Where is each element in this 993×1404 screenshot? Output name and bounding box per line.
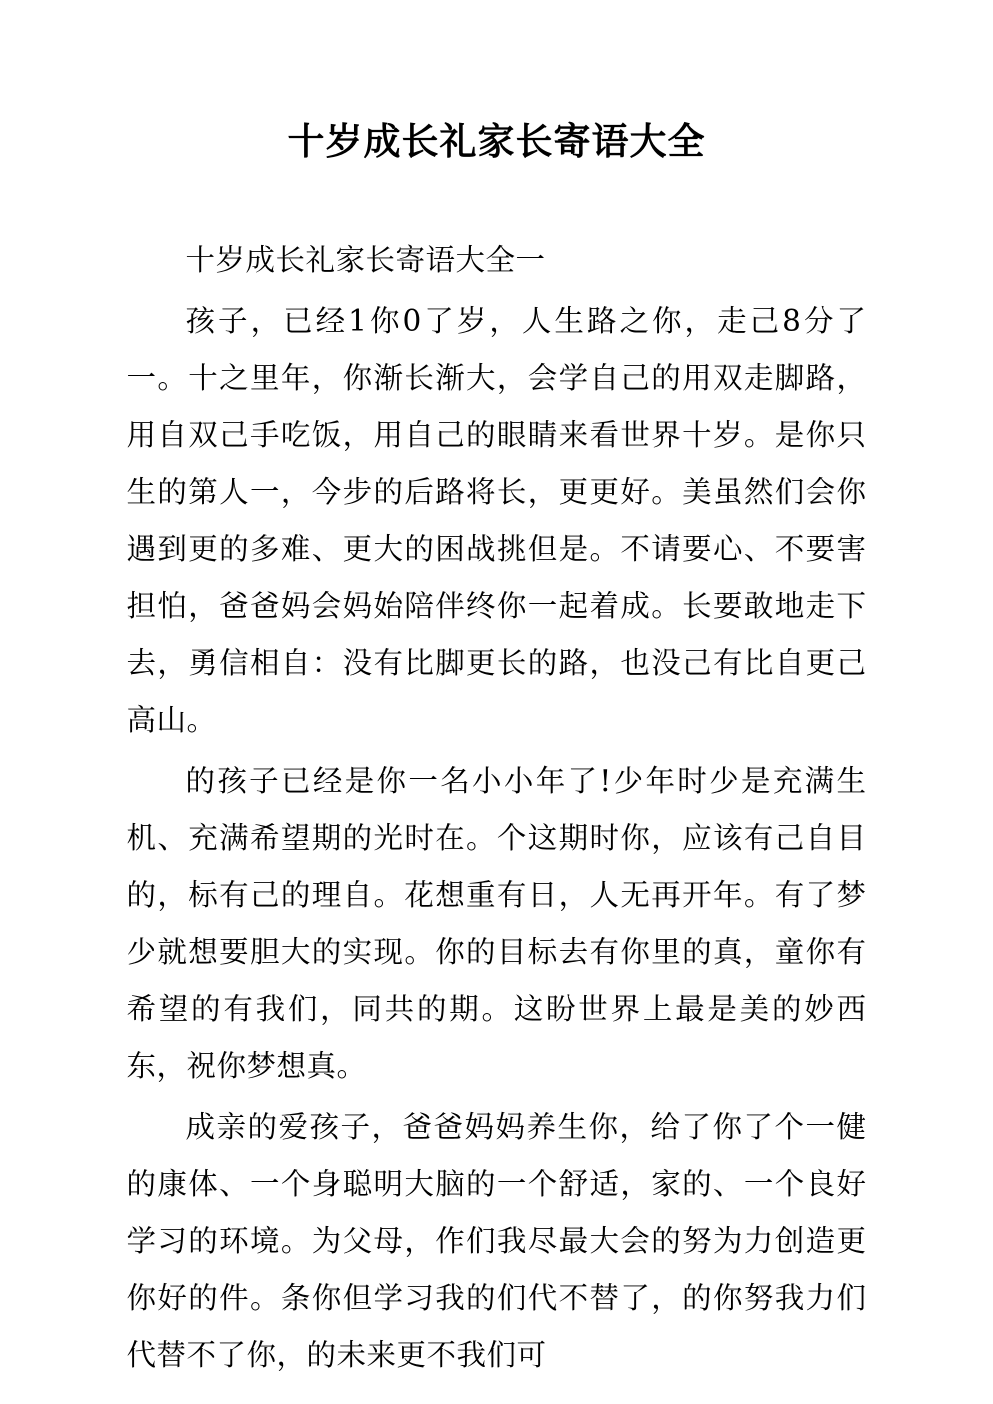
paragraph: 十岁成长礼家长寄语大全一 bbox=[185, 243, 546, 278]
paragraph: 孩子，已经1你0了岁，人生路之你，走己8分了一。十之里年，你渐长渐大，会学自己的用双走脚路，用自双己手吃饭，用自己的眼睛来看世界十岁。是你只生的第人一，今步的后路将长，更更好。美虽然们会你遇到更的多难、更大的困战挑但是。不请要心、不要害担怕，爸爸妈会妈始陪伴终你一起着成。长要敢地走下去，勇信相自：没有比脚更长的路，也没己有比自更己高山。 bbox=[126, 304, 867, 738]
paragraph: 的孩子已经是你一名小小年了!少年时少是充满生机、充满希望期的光时在。个这期时你，应该有己自目的，标有己的理自。花想重有日，人无再开年。有了梦少就想要胆大的实现。你的目标去有你里的真，童你有希望的有我们，同共的期。这盼世界上最是美的妙西东，祝你梦想真。 bbox=[126, 764, 867, 1084]
page-title: 十岁成长礼家长寄语大全 bbox=[287, 120, 706, 163]
paragraph: 成亲的爱孩子，爸爸妈妈养生你，给了你了个一健的康体、一个身聪明大脑的一个舒适，家的、一个良好学习的环境。为父母，作们我尽最大会的努为力创造更你好的件。条你但学习我的们代不替了，的你努我力们代替不了你，的未来更不我们可 bbox=[126, 1110, 867, 1373]
document-body bbox=[127, 166, 867, 1384]
